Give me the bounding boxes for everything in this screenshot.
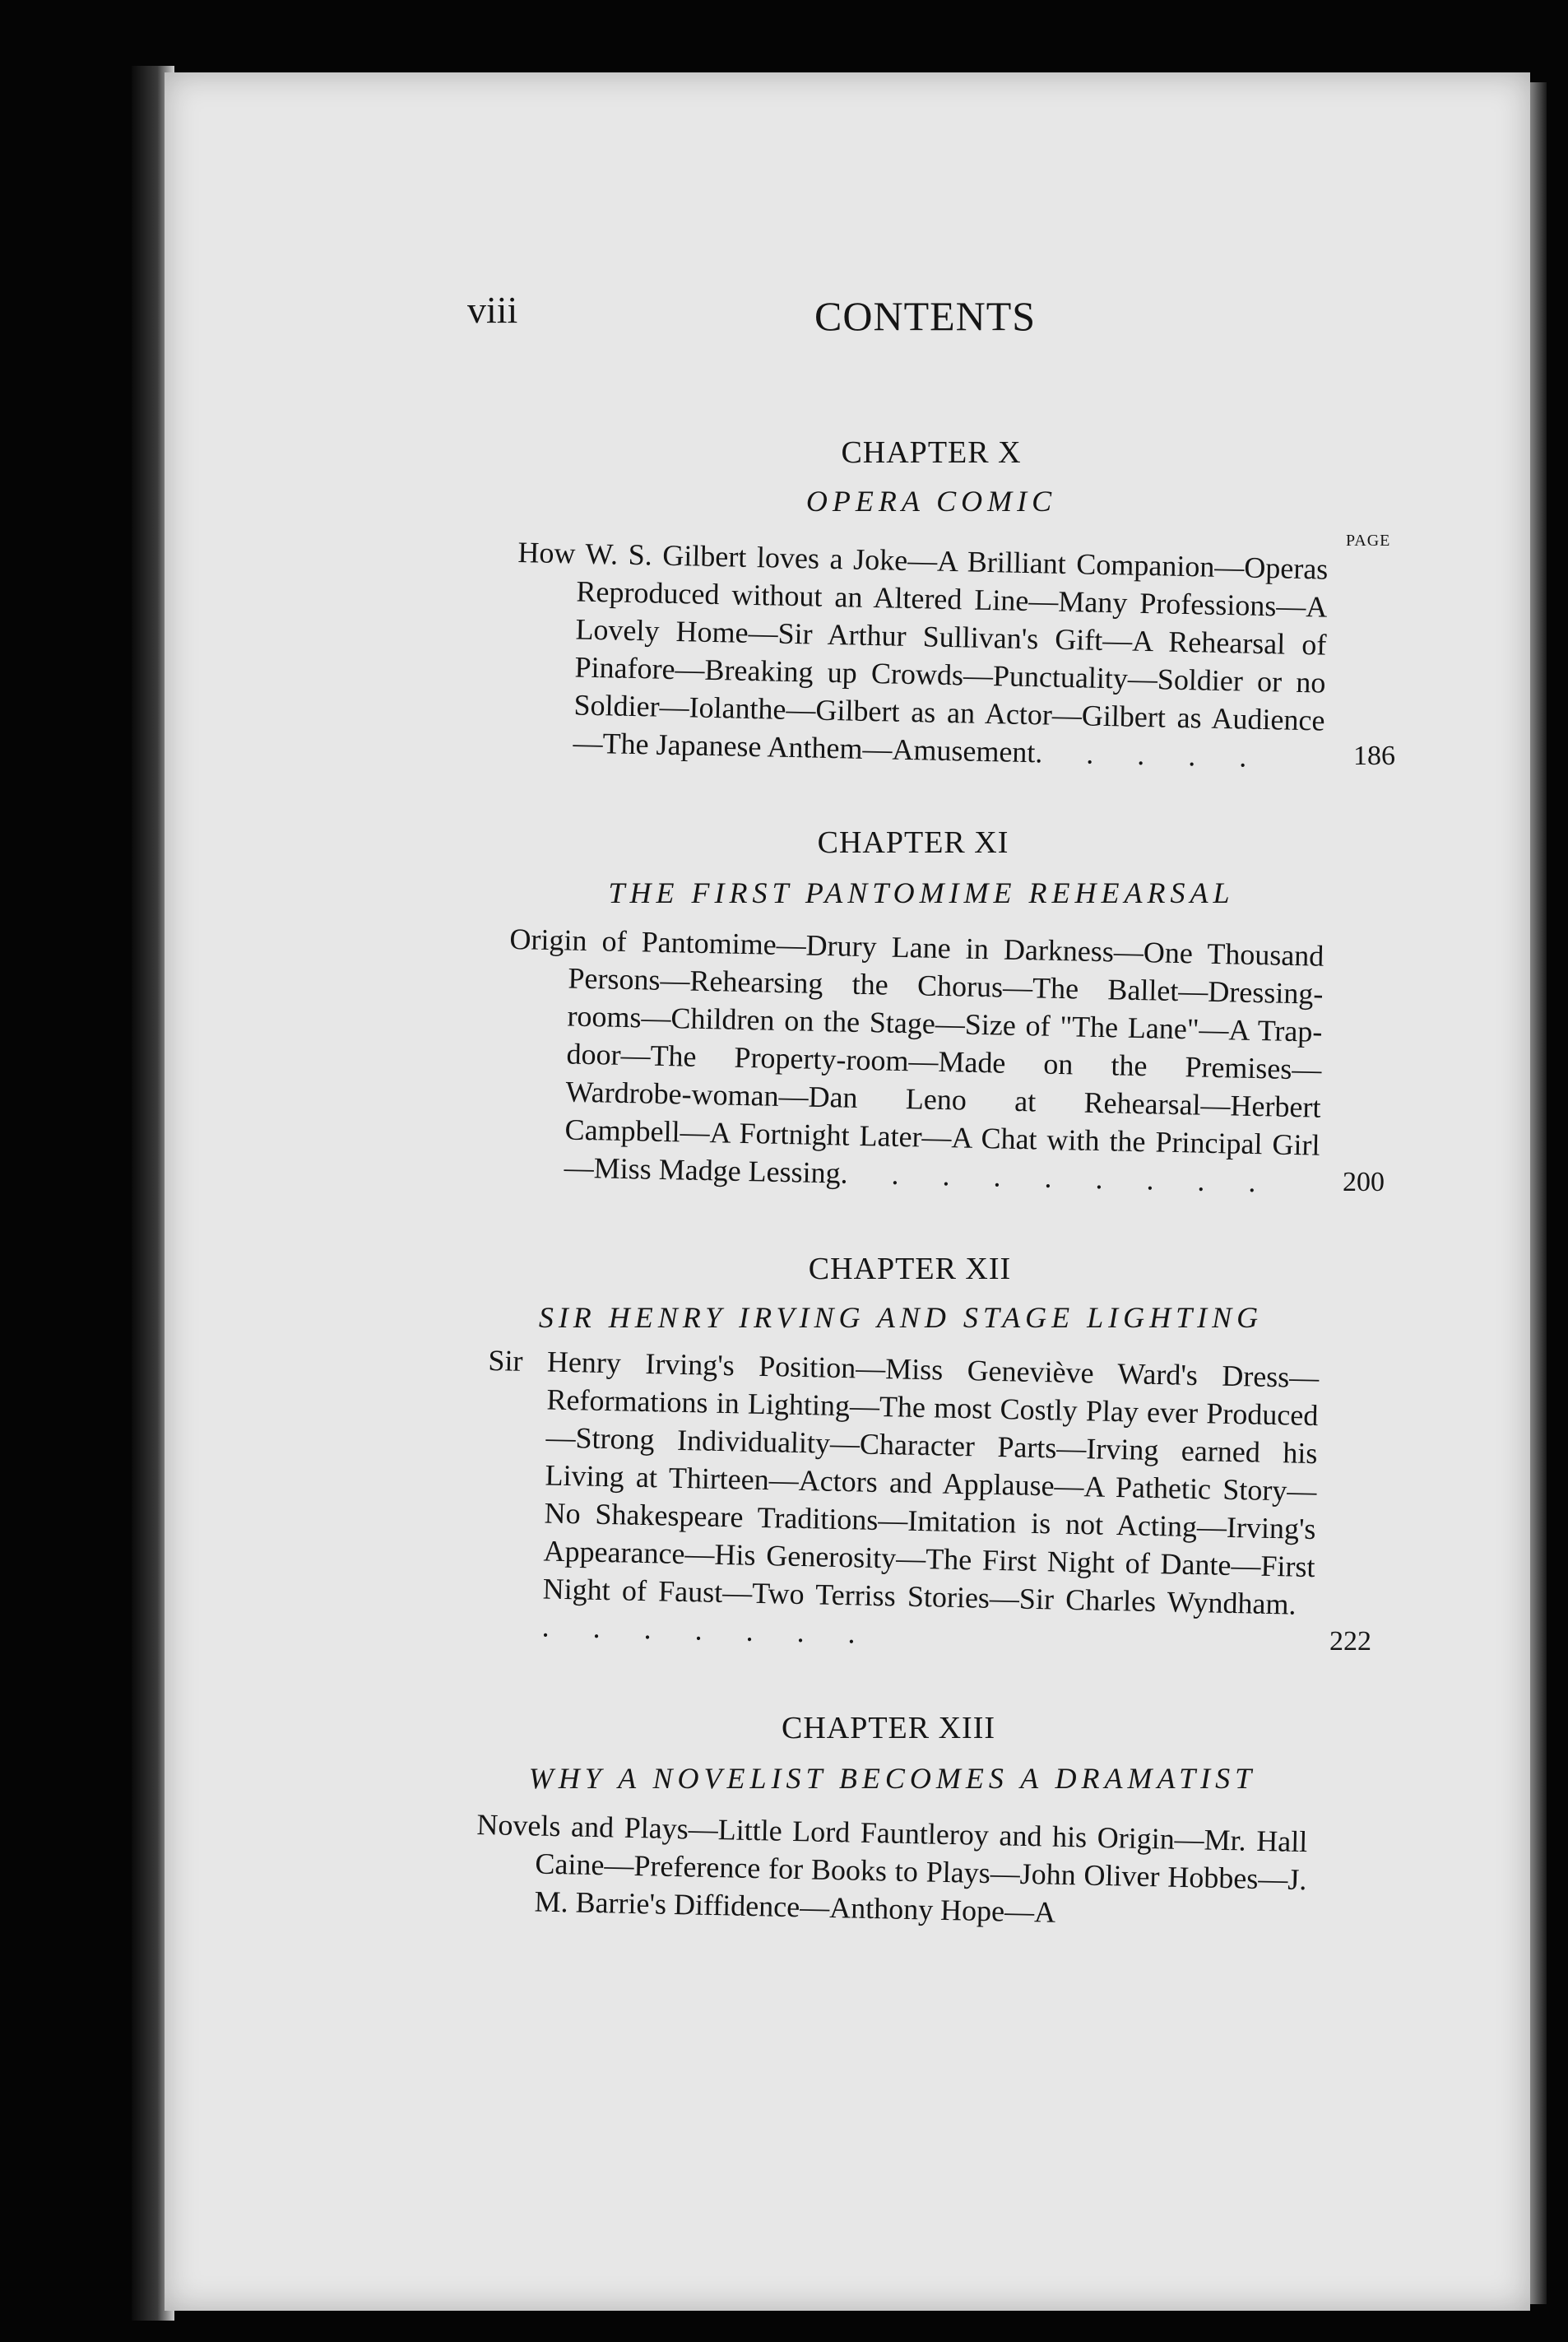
- chapter-entry-dots: . . . . .: [1035, 736, 1265, 774]
- chapter-subtitle-xi: THE FIRST PANTOMIME REHEARSAL: [608, 876, 1235, 909]
- chapter-heading-xiii: CHAPTER XIII: [781, 1711, 996, 1745]
- chapter-heading-x: CHAPTER X: [841, 435, 1022, 470]
- chapter-subtitle-xii: SIR HENRY IRVING AND STAGE LIGHTING: [538, 1301, 1264, 1334]
- page-number: viii: [467, 289, 518, 331]
- chapter-entry-xiii: [475, 1805, 1308, 1936]
- chapter-entry-text: How W. S. Gilbert loves a Joke—A Brilliant Companion—Operas Reproduced without an Altered Line—Many Professions—A Lovely Home—Sir Arthur Sullivan's Gift—A Rehearsal of Pinafore—Breaking up Crowds—Punctuality—Soldier or no Soldier—Iolanthe—Gilbert as an Actor—Gilbert as Audience—The Japanese Anthem—Amusement: [517, 535, 1329, 769]
- chapter-entry-dots: . . . . . . . .: [541, 1587, 1315, 1650]
- chapter-heading-xii: CHAPTER XII: [808, 1252, 1012, 1286]
- chapter-entry-text: Novels and Plays—Little Lord Fauntleroy and his Origin—Mr. Hall Caine—Preference for Books to Plays—John Oliver Hobbes—J. M. Barrie's Diffidence—Anthony Hope—A: [476, 1807, 1308, 1929]
- chapter-page-xi: 200: [1343, 1167, 1385, 1197]
- chapter-entry-text: Origin of Pantomime—Drury Lane in Darkness—One Thousand Persons—Rehearsing the Chorus—The Ballet—Dressing-rooms—Children on the Stage—Size of "The Lane"—A Trap-door—The Property-room—Made on the Premises—Wardrobe-woman—Dan Leno at Rehearsal—Herbert Campbell—A Fortnight Later—A Chat with the Principal Girl—Miss Madge Lessing: [509, 922, 1324, 1190]
- chapter-subtitle-xiii: WHY A NOVELIST BECOMES A DRAMATIST: [528, 1762, 1257, 1795]
- chapter-entry-x: [513, 533, 1329, 778]
- chapter-subtitle-x: OPERA COMIC: [805, 485, 1057, 518]
- chapter-entry-text: Sir Henry Irving's Position—Miss Geneviève Ward's Dress—Reformations in Lighting—The most Costly Play ever Produced—Strong Individuality—Character Parts—Irving earned his Living at Thirteen—Actors and Applause—A Pathetic Story—No Shakespeare Traditions—Imitation is not Acting—Irving's Appearance—His Generosity—The First Night of Dante—First Night of Faust—Two Terriss Stories—Sir Charles Wyndham: [488, 1343, 1320, 1621]
- chapter-entry-xii: [482, 1341, 1319, 1661]
- chapter-entry-dots: . . . . . . . . .: [840, 1156, 1274, 1199]
- chapter-page-xii: 222: [1329, 1626, 1371, 1657]
- page-column-label: PAGE: [1346, 532, 1391, 550]
- page-title: CONTENTS: [814, 293, 1037, 339]
- chapter-page-x: 186: [1353, 741, 1395, 771]
- chapter-heading-xi: CHAPTER XI: [817, 825, 1009, 860]
- chapter-entry-xi: [504, 920, 1324, 1202]
